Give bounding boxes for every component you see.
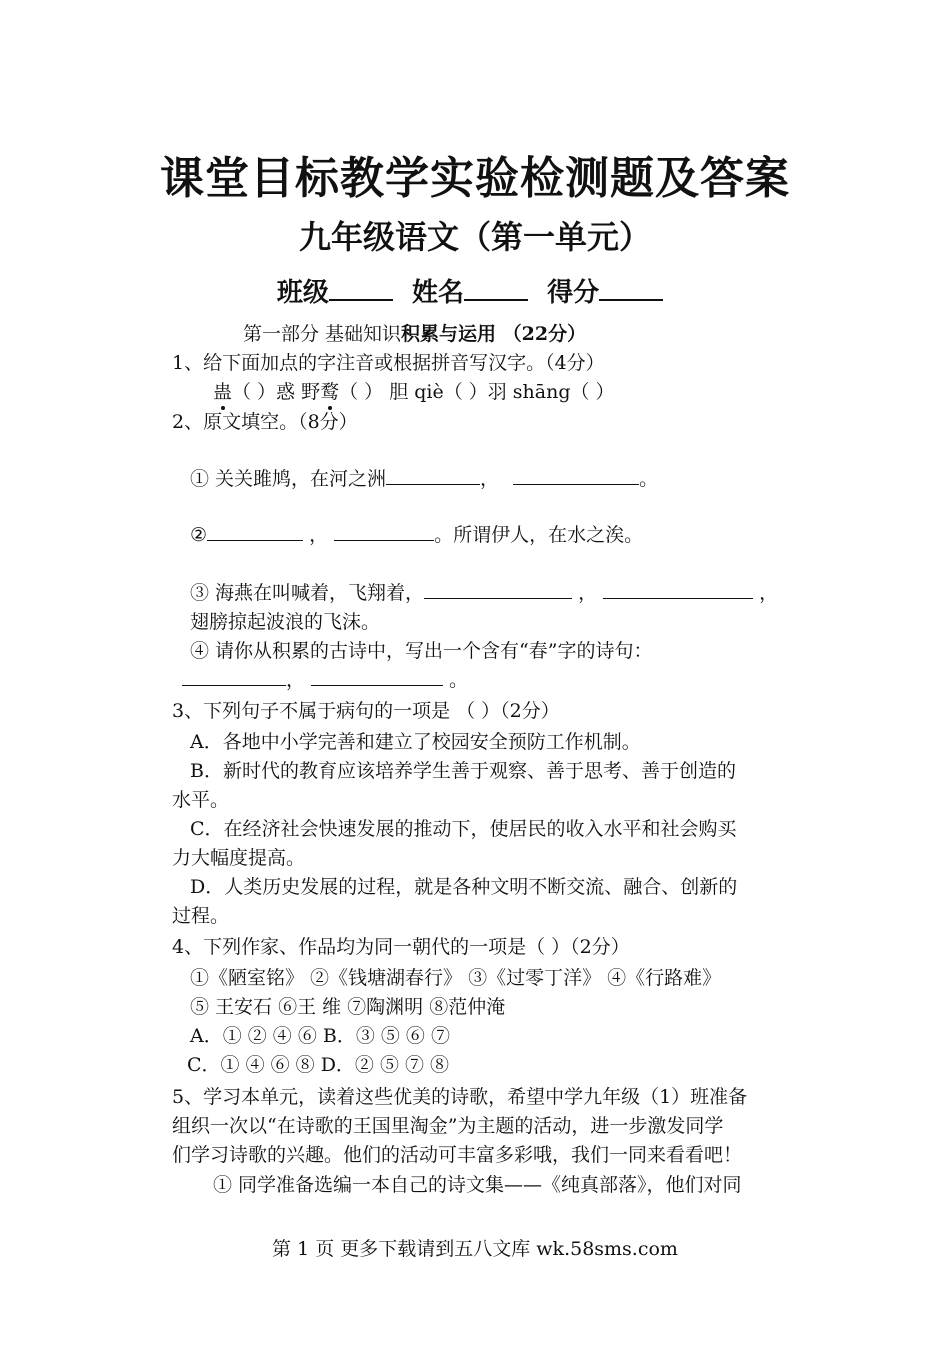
- q3-option-b-cont: 水平。: [172, 789, 230, 811]
- q4-options-cd: C．① ④ ⑥ ⑧ D．② ⑤ ⑦ ⑧: [187, 1054, 450, 1076]
- q4-authors: ⑤ 王安石 ⑥王 维 ⑦陶渊明 ⑧范仲淹: [190, 996, 506, 1018]
- q4-options-ab: A．① ② ④ ⑥ B．③ ⑤ ⑥ ⑦: [190, 1025, 450, 1047]
- fill-blank[interactable]: [311, 667, 443, 686]
- dotted-char: 蛊: [213, 381, 233, 403]
- q5-line-2: 组织一次以“在诗歌的王国里淘金”为主题的活动，进一步激发同学: [172, 1115, 724, 1137]
- class-label: 班级: [276, 278, 329, 308]
- q4-works: ①《陋室铭》 ②《钱塘湖春行》 ③《过零丁洋》 ④《行路难》: [190, 967, 722, 989]
- q2-line-4-blanks: ， 。: [182, 667, 468, 693]
- q1-stem: 1、给下面加点的字注音或根据拼音写汉字。（4分）: [172, 352, 605, 374]
- q3-option-d-cont: 过程。: [172, 905, 230, 927]
- q3-option-c: C．在经济社会快速发展的推动下，使居民的收入水平和社会购买: [190, 818, 737, 840]
- fill-blank[interactable]: [513, 466, 639, 485]
- q3-option-d: D．人类历史发展的过程，就是各种文明不断交流、融合、创新的: [190, 876, 738, 898]
- q3-option-a: A．各地中小学完善和建立了校园安全预防工作机制。: [190, 731, 641, 753]
- name-blank[interactable]: [464, 277, 528, 301]
- section-heading: 第一部分 基础知识积累与运用 （22分）: [243, 323, 587, 345]
- q1-items: 蛊（ ）惑 野鹜（ ） 胆 qiè（ ）羽 shāng（ ）: [213, 381, 615, 403]
- fill-blank[interactable]: [424, 580, 572, 599]
- fill-blank[interactable]: [334, 522, 434, 541]
- q5-line-1: 5、学习本单元，读着这些优美的诗歌，希望中学九年级（1）班准备: [172, 1086, 748, 1108]
- q2-line-3: ③ 海燕在叫喊着，飞翔着， ， ，: [190, 582, 779, 604]
- q2-stem: 2、原文填空。（8分）: [172, 411, 358, 433]
- fill-blank[interactable]: [207, 522, 303, 541]
- q5-line-4: ① 同学准备选编一本自己的诗文集——《纯真部落》，他们对同: [213, 1174, 742, 1196]
- score-blank[interactable]: [599, 277, 663, 301]
- q2-line-1: ① 关关雎鸠，在河之洲 ， 。: [190, 468, 659, 490]
- score-label: 得分: [547, 278, 600, 308]
- q2-line-4: ④ 请你从积累的古诗中，写出一个含有“春”字的诗句：: [190, 640, 653, 662]
- name-label: 姓名: [411, 278, 464, 308]
- dotted-char: 鹜: [320, 381, 340, 403]
- q3-option-c-cont: 力大幅度提高。: [172, 847, 306, 869]
- q5-line-3: 们学习诗歌的兴趣。他们的活动可丰富多彩哦，我们一同来看看吧！: [172, 1144, 743, 1166]
- q2-line-3-cont: 翅膀掠起波浪的飞沫。: [190, 611, 381, 633]
- class-blank[interactable]: [329, 277, 393, 301]
- page-footer: 第 1 页 更多下载请到五八文库 wk.58sms.com: [272, 1238, 678, 1260]
- exam-subtitle: 九年级语文（第一单元）: [298, 218, 651, 256]
- q3-option-b: B．新时代的教育应该培养学生善于观察、善于思考、善于创造的: [190, 760, 736, 782]
- exam-title: 课堂目标教学实验检测题及答案: [160, 153, 790, 204]
- student-info-line: [0, 272, 950, 309]
- fill-blank[interactable]: [603, 580, 753, 599]
- fill-blank[interactable]: [182, 667, 286, 686]
- fill-blank[interactable]: [386, 466, 480, 485]
- q4-stem: 4、下列作家、作品均为同一朝代的一项是（ ）（2分）: [172, 936, 630, 958]
- q2-line-2: ② ， 。所谓伊人，在水之涘。: [190, 524, 644, 546]
- q3-stem: 3、下列句子不属于病句的一项是 （ ）（2分）: [172, 700, 560, 722]
